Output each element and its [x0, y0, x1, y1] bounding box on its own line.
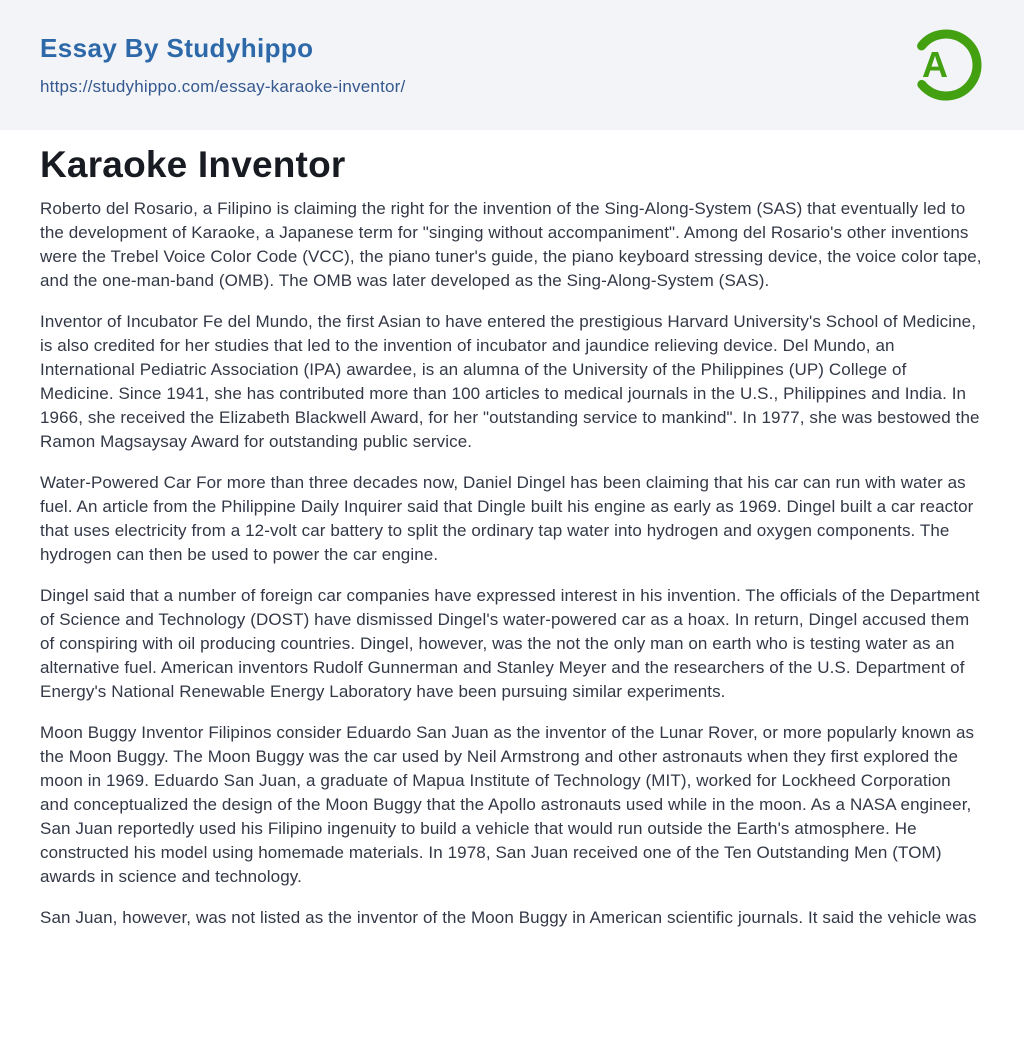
page-title: Karaoke Inventor: [40, 144, 346, 185]
article-paragraph: Water-Powered Car For more than three decades now, Daniel Dingel has been claiming that his car can run with water as fuel. An article from the Philippine Daily Inquirer said that Dingle built his engine as early as 1969. Dingel built a car reactor that uses electricity from a 12-volt car battery to split the ordinary tap water into hydrogen and oxygen components. The hydrogen can then be used to power the car engine.: [40, 472, 974, 564]
header-text-block: [40, 33, 405, 97]
article-paragraph: San Juan, however, was not listed as the inventor of the Moon Buggy in American scientific journals. It said the vehicle was: [40, 907, 977, 927]
page-header: [0, 0, 1024, 130]
site-title-link[interactable]: Essay By Studyhippo: [40, 33, 314, 63]
article-paragraph: Inventor of Incubator Fe del Mundo, the first Asian to have entered the prestigious Harvard University's School of Medicine, is also credited for her studies that led to the invention of incubator and jaundice relieving device. Del Mundo, an International Pediatric Association (IPA) awardee, is an alumna of the University of the Philippines (UP) College of Medicine. Since 1941, she has contributed more than 100 articles to medical journals in the U.S., Philippines and India. In 1966, she received the Elizabeth Blackwell Award, for her "outstanding service to mankind". In 1977, she was bestowed the Ramon Magsaysay Award for outstanding public service.: [40, 311, 980, 451]
logo-letter: A: [922, 44, 948, 85]
article-paragraph: Dingel said that a number of foreign car companies have expressed interest in his invention. The officials of the Department of Science and Technology (DOST) have dismissed Dingel's water-powered car as a hoax. In return, Dingel accused them of conspiring with oil producing countries. Dingel, however, was the not the only man on earth who is testing water as an alternative fuel. American inventors Rudolf Gunnerman and Stanley Meyer and the researchers of the U.S. Department of Energy's National Renewable Energy Laboratory have been pursuing similar experiments.: [40, 585, 980, 701]
article-paragraph: Roberto del Rosario, a Filipino is claiming the right for the invention of the Sing-Along-System (SAS) that eventually led to the development of Karaoke, a Japanese term for "singing without accompaniment". Among del Rosario's other inventions were the Trebel Voice Color Code (VCC), the piano tuner's guide, the piano keyboard stressing device, the voice color tape, and the one-man-band (OMB). The OMB was later developed as the Sing-Along-System (SAS).: [40, 198, 982, 290]
article-paragraph: Moon Buggy Inventor Filipinos consider Eduardo San Juan as the inventor of the Lunar Rover, or more popularly known as the Moon Buggy. The Moon Buggy was the car used by Neil Armstrong and other astronauts when they first explored the moon in 1969. Eduardo San Juan, a graduate of Mapua Institute of Technology (MIT), worked for Lockheed Corporation and conceptualized the design of the Moon Buggy that the Apollo astronauts used while in the moon. As a NASA engineer, San Juan reportedly used his Filipino ingenuity to build a vehicle that would run outside the Earth's atmosphere. He constructed his model using homemade materials. In 1978, San Juan received one of the Ten Outstanding Men (TOM) awards in science and technology.: [40, 722, 975, 886]
essay-content: [0, 145, 1024, 930]
article-body: [40, 197, 984, 930]
studyhippo-logo-icon[interactable]: [906, 25, 986, 105]
essay-url-link[interactable]: https://studyhippo.com/essay-karaoke-inventor/: [40, 77, 406, 96]
